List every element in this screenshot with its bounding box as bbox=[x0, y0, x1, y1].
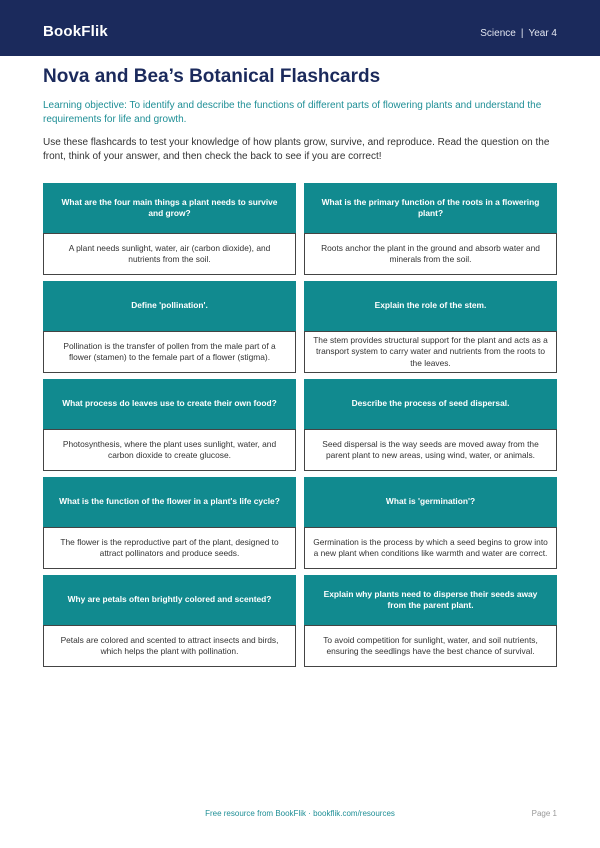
intro-text: Use these flashcards to test your knowledge of how plants grow, survive, and reproduce. Read the question on the front, think of your answer, and then check the back to see if you are correct! bbox=[43, 137, 550, 162]
flashcard-answer bbox=[304, 527, 557, 569]
flashcard-answer bbox=[43, 429, 296, 471]
flashcard-answer-text: Petals are colored and scented to attract insects and birds, which helps the plant with pollination. bbox=[60, 634, 279, 656]
subject-year-label bbox=[480, 28, 557, 39]
brand-logo[interactable]: BookFlik bbox=[43, 23, 108, 40]
top-banner bbox=[0, 0, 600, 56]
flashcard-question: Why are petals often brightly colored and scented? bbox=[43, 575, 296, 625]
flashcard-question: What is 'germination'? bbox=[304, 477, 557, 527]
meta-separator: | bbox=[520, 28, 524, 39]
flashcard-question: Describe the process of seed dispersal. bbox=[304, 379, 557, 429]
flashcard-6[interactable] bbox=[304, 379, 557, 471]
flashcard-question: What are the four main things a plant needs to survive and grow? bbox=[43, 183, 296, 233]
flashcard-answer bbox=[43, 331, 296, 373]
footer-link[interactable]: Free resource from BookFlik · bookflik.com/resources bbox=[205, 809, 395, 818]
flashcard-question: What is the function of the flower in a plant's life cycle? bbox=[43, 477, 296, 527]
flashcard-answer bbox=[43, 233, 296, 275]
flashcard-answer bbox=[304, 625, 557, 667]
flashcard-question: What is the primary function of the roots in a flowering plant? bbox=[304, 183, 557, 233]
flashcard-question: Explain the role of the stem. bbox=[304, 281, 557, 331]
flashcard-3[interactable] bbox=[43, 281, 296, 373]
flashcard-9[interactable] bbox=[43, 575, 296, 667]
page-number: Page 1 bbox=[531, 809, 557, 818]
flashcard-answer-text: A plant needs sunlight, water, air (carbon dioxide), and nutrients from the soil. bbox=[68, 242, 271, 264]
year-label: Year 4 bbox=[528, 28, 557, 39]
flashcard-answer bbox=[43, 527, 296, 569]
flashcard-answer bbox=[43, 625, 296, 667]
flashcard-4[interactable] bbox=[304, 281, 557, 373]
flashcard-10[interactable] bbox=[304, 575, 557, 667]
flashcard-question: Explain why plants need to disperse their seeds away from the parent plant. bbox=[304, 575, 557, 625]
learning-objective: Learning objective: To identify and describe the functions of different parts of flowering plants and understand the requirements for life and growth. bbox=[43, 100, 542, 125]
flashcard-answer-text: Seed dispersal is the way seeds are moved away from the parent plant to new areas, using wind, water, or animals. bbox=[322, 438, 539, 460]
flashcard-answer bbox=[304, 331, 557, 373]
flashcard-8[interactable] bbox=[304, 477, 557, 569]
flashcard-answer bbox=[304, 429, 557, 471]
flashcard-answer bbox=[304, 233, 557, 275]
flashcard-answer-text: To avoid competition for sunlight, water, and soil nutrients, ensuring the seedlings have the best chance of survival. bbox=[323, 634, 538, 656]
flashcard-5[interactable] bbox=[43, 379, 296, 471]
flashcard-7[interactable] bbox=[43, 477, 296, 569]
flashcard-2[interactable] bbox=[304, 183, 557, 275]
flashcard-answer-text: Roots anchor the plant in the ground and absorb water and minerals from the soil. bbox=[321, 242, 540, 264]
flashcard-answer-text: The stem provides structural support for the plant and acts as a transport system to carry water and nutrients from the roots to the leaves. bbox=[313, 334, 548, 368]
page-title: Nova and Bea’s Botanical Flashcards bbox=[43, 66, 381, 87]
subject-label: Science bbox=[480, 28, 516, 39]
flashcard-answer-text: Photosynthesis, where the plant uses sunlight, water, and carbon dioxide to create glucose. bbox=[62, 438, 277, 460]
flashcard-1[interactable] bbox=[43, 183, 296, 275]
flashcard-answer-text: The flower is the reproductive part of the plant, designed to attract pollinators and produce seeds. bbox=[60, 536, 279, 558]
flashcard-answer-text: Pollination is the transfer of pollen from the male part of a flower (stamen) to the female part of a flower (stigma). bbox=[63, 340, 276, 362]
flashcard-answer-text: Germination is the process by which a seed begins to grow into a new plant when conditions like warmth and water are correct. bbox=[313, 536, 548, 558]
flashcard-question: What process do leaves use to create their own food? bbox=[43, 379, 296, 429]
flashcard-question: Define 'pollination'. bbox=[43, 281, 296, 331]
